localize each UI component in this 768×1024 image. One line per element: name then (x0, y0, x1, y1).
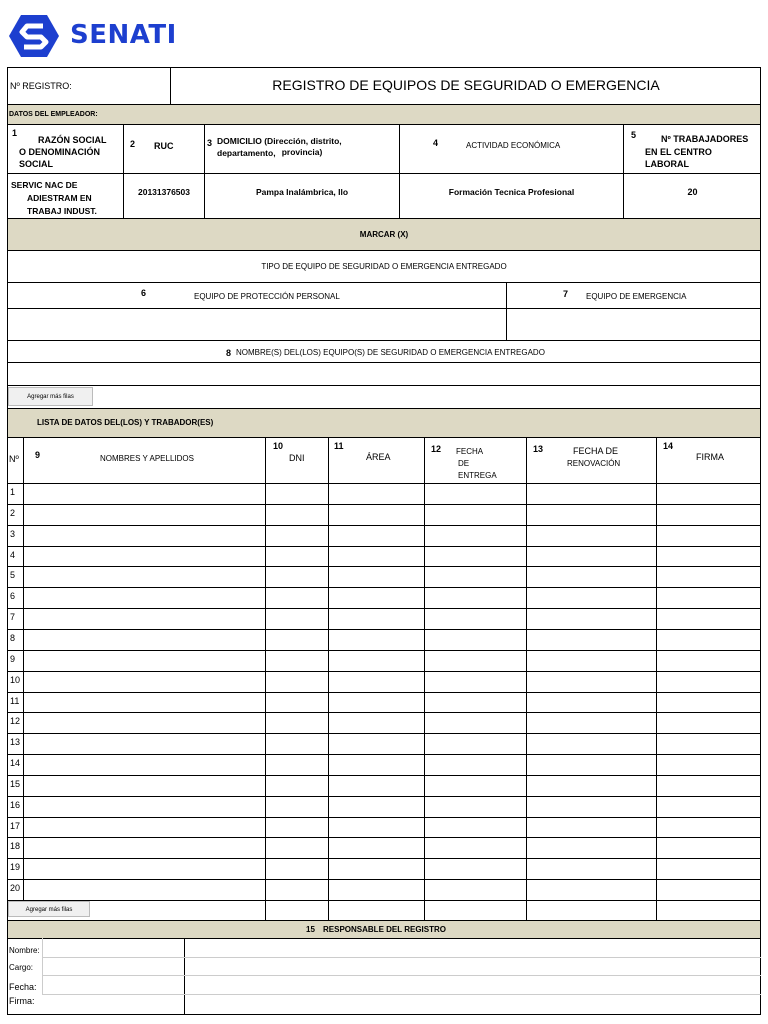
table-row[interactable] (8, 797, 760, 816)
trabajadores-label: Nº TRABAJADORES (661, 134, 749, 144)
responsable-label: RESPONSABLE DEL REGISTRO (323, 925, 446, 934)
table-row[interactable] (8, 651, 760, 670)
table-row[interactable] (8, 484, 760, 503)
tipo-equipo-label: TIPO DE EQUIPO DE SEGURIDAD O EMERGENCIA ENTREGADO (261, 262, 507, 271)
col-area-header: ÁREA (366, 452, 391, 462)
table-row[interactable] (8, 838, 760, 857)
table-row[interactable] (8, 630, 760, 649)
row-number: 11 (10, 696, 20, 706)
razon-social-value: SERVIC NAC DE (11, 180, 78, 190)
table-row[interactable] (8, 734, 760, 753)
nombre-input[interactable] (43, 939, 183, 956)
razon-social-label: RAZÓN SOCIAL (38, 135, 107, 145)
row-number: 10 (10, 675, 21, 685)
col-fecha-entrega-header: FECHA (456, 447, 484, 456)
agregar-filas-button-2[interactable]: Agregar más filas (8, 901, 90, 917)
epp-label: EQUIPO DE PROTECCIÓN PERSONAL (194, 292, 340, 301)
row-number: 17 (10, 821, 21, 831)
firma-input[interactable] (43, 995, 183, 1014)
table-row[interactable] (8, 859, 760, 878)
row-number: 14 (10, 758, 21, 768)
row-number: 20 (10, 883, 21, 893)
empleador-section-header (7, 104, 761, 125)
table-row[interactable] (8, 672, 760, 691)
senati-logo-icon (8, 14, 60, 58)
row-number: 6 (10, 591, 16, 601)
nombre-field-label: Nombre: (9, 946, 40, 955)
col-no-header: Nº (9, 454, 19, 464)
row-number: 8 (10, 633, 16, 643)
fecha-input[interactable] (43, 976, 183, 993)
firma-field-label: Firma: (9, 996, 35, 1006)
row-number: 2 (10, 508, 16, 518)
epp-mark-cell[interactable] (8, 309, 505, 340)
table-row[interactable] (8, 588, 760, 607)
domicilio-label: DOMICILIO (Dirección, distrito, departamento, (217, 136, 342, 158)
row-number: 12 (10, 716, 21, 726)
page-title: REGISTRO DE EQUIPOS DE SEGURIDAD O EMERGENCIA (272, 77, 660, 93)
row-number: 7 (10, 612, 16, 622)
agregar-filas-button-1[interactable]: Agregar más filas (8, 387, 93, 406)
col-firma-header: FIRMA (696, 452, 724, 462)
ruc-value: 20131376503 (137, 187, 190, 197)
empleador-section-label: DATOS DEL EMPLEADOR: (9, 111, 98, 118)
row-number: 9 (10, 654, 16, 664)
table-row[interactable] (8, 609, 760, 628)
domicilio-value: Pampa Inalámbrica, Ilo (255, 187, 349, 197)
table-row[interactable] (8, 818, 760, 837)
col-nombres-header: NOMBRES Y APELLIDOS (100, 454, 194, 463)
row-number: 16 (10, 800, 21, 810)
row-number: 4 (10, 550, 16, 560)
table-row[interactable] (8, 880, 760, 899)
row-number: 18 (10, 841, 21, 851)
cargo-input[interactable] (43, 958, 183, 974)
table-row[interactable] (8, 713, 760, 732)
table-row[interactable] (8, 755, 760, 774)
table-row[interactable] (8, 547, 760, 566)
nombres-equipo-input[interactable] (8, 363, 760, 384)
emergencia-label: EQUIPO DE EMERGENCIA (586, 292, 687, 301)
registro-label: Nº REGISTRO: (10, 81, 72, 91)
nombres-equipo-label: NOMBRE(S) DEL(LOS) EQUIPO(S) DE SEGURIDAD O EMERGENCIA ENTREGADO (236, 348, 545, 357)
col-fecha-renovacion-header: FECHA DE (573, 446, 619, 456)
emergencia-mark-cell[interactable] (507, 309, 760, 340)
table-row[interactable] (8, 693, 760, 712)
row-number: 5 (10, 570, 16, 580)
table-row[interactable] (8, 567, 760, 586)
row-number: 13 (10, 737, 21, 747)
row-number: 19 (10, 862, 21, 872)
ruc-label: RUC (154, 141, 174, 151)
actividad-value: Formación Tecnica Profesional (448, 187, 575, 197)
cargo-field-label: Cargo: (9, 963, 34, 972)
fecha-field-label: Fecha: (9, 982, 37, 992)
table-row[interactable] (8, 776, 760, 795)
row-number: 3 (10, 529, 16, 539)
lista-label: LISTA DE DATOS DEL(LOS) Y TRABADOR(ES) (37, 418, 214, 427)
actividad-label: ACTIVIDAD ECONÓMICA (466, 141, 561, 150)
row-number: 1 (10, 487, 16, 497)
col-dni-header: DNI (289, 453, 305, 463)
trabajadores-value: 20 (687, 187, 698, 197)
table-row[interactable] (8, 505, 760, 524)
row-number: 15 (10, 779, 21, 789)
logo-text: SENATI (70, 20, 177, 50)
marcar-label: MARCAR (X) (359, 230, 409, 239)
table-row[interactable] (8, 526, 760, 545)
senati-logo (8, 12, 188, 60)
